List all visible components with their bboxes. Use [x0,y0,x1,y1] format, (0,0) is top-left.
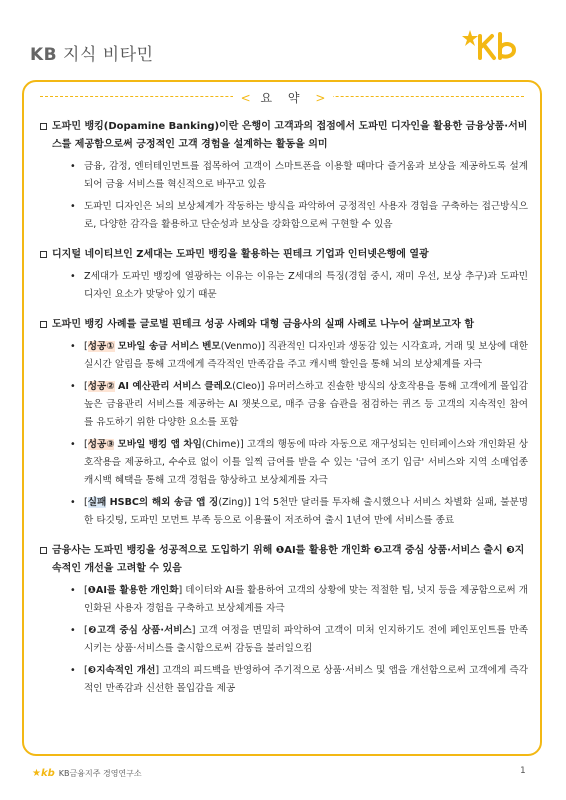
summary-section [40,246,528,304]
bullet-dot-icon: • [70,497,76,508]
footer-logo [32,768,142,779]
bullet-body: 유머러스하고 진솔한 방식의 상호작용을 통해 고객에게 몰입감 높은 금융관리 서비스를 제공하는 AI 챗봇으로, 매주 금융 습관을 점검하는 퀴즈 등 고객의 지속적인 참여를 유도하기 위한 다양한 요소를 포함 [84,381,528,428]
case-title: 모바일 송금 서비스 벤모 [117,341,221,352]
bullet-item [40,494,528,530]
bullet-dot-icon: • [70,161,76,172]
page-number: 1 [520,766,526,776]
bullet-dot-icon: • [70,665,76,676]
bracket: ] [247,497,255,508]
bracket: [ [84,341,88,352]
bracket: ] [240,439,247,450]
bullet-item [40,622,528,658]
bullet-body: 직관적인 디자인과 생동감 있는 시각효과, 거래 및 보상에 대한 실시간 알림을 통해 고객에게 즉각적인 만족감을 주고 캐시백 할인을 통해 뇌의 보상체계를 자극 [84,341,528,370]
bullet-item [40,198,528,234]
bullet-body: 1억 5천만 달러를 투자해 출시했으나 서비스 차별화 실패, 불분명한 타깃팅, 도파민 모먼트 부족 등으로 이용률이 저조하여 출시 1년여 만에 서비스를 종료 [84,497,528,526]
title-label: 지식 비타민 [63,45,154,65]
footer-org: KB금융지주 경영연구소 [58,769,142,778]
section-heading [40,118,528,154]
bullet-text [84,494,528,530]
bullet-text [84,582,528,618]
bullet-body: 고객의 행동에 따라 자동으로 재구성되는 인터페이스와 개인화된 상호작용을 제공하고, 수수료 없이 이틀 일찍 급여를 받을 수 있는 '급여 조기 입금' 서비스와 지역 소매업종 캐시백 혜택을 통해 고객 경험을 향상하고 보상체계를 자극 [84,439,528,486]
bullet-body: Z세대가 도파민 뱅킹에 열광하는 이유는 이유는 Z세대의 특징(경험 중시, 재미 우선, 보상 추구)과 도파민 디자인 요소가 맞닿아 있기 때문 [84,271,528,300]
case-latin-name: (Zing) [218,497,248,508]
page-title [30,40,154,65]
kb-mark-icon: ★kb [32,768,55,779]
case-title: HSBC의 해외 송금 앱 징 [109,497,219,508]
case-title: 모바일 뱅킹 앱 차임 [117,439,202,450]
bracket: ] [191,625,200,636]
bullet-body: 데이터와 AI를 활용하여 고객의 상황에 맞는 적절한 팁, 넛지 등을 제공함으로써 개인화된 사용자 경험을 구축하고 보상체계를 자극 [84,585,528,614]
bullet-dot-icon: • [70,439,76,450]
bullet-body: 금융, 감정, 엔터테인먼트를 접목하여 고객이 스마트폰을 이용할 때마다 즐거움과 보상을 제공하도록 설계되어 금융 서비스를 혁신적으로 바꾸고 있음 [84,161,528,190]
case-tag: 성공② [87,381,115,392]
bullet-item [40,582,528,618]
bullet-body: 도파민 디자인은 뇌의 보상체계가 작동하는 방식을 파악하여 긍정적인 사용자 경험을 구축하는 접근방식으로, 다양한 감각을 활용하고 단순성과 보상을 강화함으로써 구현할 수 있음 [84,201,528,230]
bullet-text [84,158,528,194]
section-heading-text: 금융사는 도파민 뱅킹을 성공적으로 도입하기 위해 ❶AI를 활용한 개인화 ❷고객 중심 상품·서비스 출시 ❸지속적인 개선을 고려할 수 있음 [52,545,525,574]
checkbox-square-icon [40,123,47,130]
case-latin-name: (Chime) [201,439,241,450]
case-title: AI 예산관리 서비스 클레오 [117,381,233,392]
bracket: ] [178,585,186,596]
bracket: ] [261,341,269,352]
bullet-body: 고객의 피드백을 반영하여 주기적으로 상품·서비스 및 앱을 개선함으로써 고객에게 즉각적인 만족감과 신선한 몰입감을 제공 [84,665,528,694]
bullet-text [84,338,528,374]
checkbox-square-icon [40,321,47,328]
checkbox-square-icon [40,251,47,258]
kb-star-logo-icon [460,28,520,64]
bullet-dot-icon: • [70,341,76,352]
case-tag: ❶AI를 활용한 개인화 [87,585,179,596]
bullet-item [40,338,528,374]
case-tag: 성공③ [87,439,115,450]
bracket: [ [84,497,88,508]
bullet-text [84,662,528,698]
bullet-body: 고객 여정을 면밀히 파악하여 고객이 미처 인지하기도 전에 페인포인트를 만족시키는 상품·서비스를 출시함으로써 감동을 불러일으킴 [84,625,529,654]
bullet-dot-icon: • [70,381,76,392]
section-heading-text: 디지털 네이티브인 Z세대는 도파민 뱅킹을 활용하는 핀테크 기업과 인터넷은행에 열광 [52,249,429,260]
section-heading-text: 도파민 뱅킹(Dopamine Banking)이란 은행이 고객과의 접점에서 도파민 디자인을 활용한 금융상품·서비스를 제공함으로써 긍정적인 고객 경험을 설계하는 활동을 의미 [52,121,528,150]
bullet-item [40,662,528,698]
bullet-dot-icon: • [70,271,76,282]
case-tag: ❷고객 중심 상품·서비스 [87,625,192,636]
case-tag: 성공① [87,341,115,352]
bullet-text [84,436,528,490]
case-tag: ❸지속적인 개선 [87,665,156,676]
summary-section [40,118,528,234]
bracket: [ [84,585,88,596]
bracket: [ [84,665,88,676]
bullet-item [40,158,528,194]
bracket: [ [84,381,88,392]
section-heading [40,316,528,334]
bracket: [ [84,439,88,450]
summary-content [40,118,528,710]
bracket: [ [84,625,88,636]
bracket: ] [155,665,163,676]
summary-section [40,316,528,530]
summary-section [40,542,528,698]
bullet-item [40,436,528,490]
section-heading [40,246,528,264]
bullet-text [84,198,528,234]
bracket: ] [260,381,268,392]
bullet-dot-icon: • [70,625,76,636]
case-latin-name: (Cleo) [232,381,261,392]
checkbox-square-icon [40,547,47,554]
bullet-dot-icon: • [70,201,76,212]
bullet-text [84,268,528,304]
case-latin-name: (Venmo) [220,341,262,352]
case-tag: 실패 [87,497,107,508]
summary-label: < 요 약 > [233,89,333,106]
brand-label: KB [30,45,58,65]
bullet-item [40,378,528,432]
bullet-item [40,268,528,304]
bullet-dot-icon: • [70,585,76,596]
bullet-text [84,622,528,658]
section-heading-text: 도파민 뱅킹 사례를 글로벌 핀테크 성공 사례와 대형 금융사의 실패 사례로 나누어 살펴보고자 함 [52,319,474,330]
section-heading [40,542,528,578]
bullet-text [84,378,528,432]
